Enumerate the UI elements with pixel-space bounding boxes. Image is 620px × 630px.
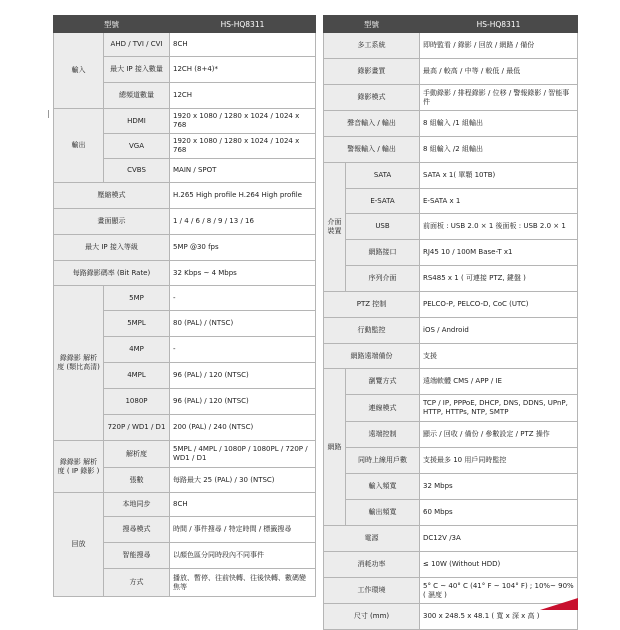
row-value: 遠端軟體 CMS / APP / IE (420, 369, 578, 395)
row-value: 5MPL / 4MPL / 1080P / 1080PL / 720P / WD1 / D1 (170, 441, 316, 468)
header-model-value: HS-HQ8311 (170, 16, 316, 33)
row-value: 顯示 / 回收 / 備份 / 參數設定 / PTZ 操作 (420, 422, 578, 448)
row-value: 播放、暫停、往前快轉、往後快轉、數碼變焦等 (170, 569, 316, 597)
row-value: 8CH (170, 33, 316, 57)
group-ip-record: 錄錄影 解析度 ( IP 錄影 ) (54, 441, 104, 493)
row-label: 本地同步 (104, 493, 170, 517)
row-label: 每路錄影碼率 (Bit Rate) (54, 261, 170, 286)
row-value: ≤ 10W (Without HDD) (420, 552, 578, 578)
row-value: 12CH (8+4)* (170, 57, 316, 83)
row-label: 行動監控 (324, 318, 420, 344)
row-value: 300 x 248.5 x 48.1 ( 寬 x 深 x 高 ) (420, 604, 578, 630)
row-value: TCP / IP, PPPoE, DHCP, DNS, DDNS, UPnP, HTTP, HTTPs, NTP, SMTP (420, 395, 578, 422)
row-value: 96 (PAL) / 120 (NTSC) (170, 363, 316, 389)
row-label: 畫面顯示 (54, 209, 170, 235)
row-label: CVBS (104, 159, 170, 183)
header-model-label: 型號 (324, 16, 420, 33)
row-value: 支援最多 10 用戶同時監控 (420, 448, 578, 474)
group-output: 輸出 (54, 109, 104, 183)
corner-accent (540, 598, 578, 610)
row-label: 最大 IP 接入等級 (54, 235, 170, 261)
row-label: E-SATA (346, 189, 420, 214)
group-network: 網路 (324, 369, 346, 526)
row-label: 總頻道數量 (104, 83, 170, 109)
row-label: 5MP (104, 286, 170, 311)
row-label: 1080P (104, 389, 170, 415)
row-label: 智能搜尋 (104, 543, 170, 569)
row-label: 壓縮模式 (54, 183, 170, 209)
row-value: 前面板 : USB 2.0 × 1 後面板 : USB 2.0 × 1 (420, 214, 578, 240)
row-value: 80 (PAL) / (NTSC) (170, 311, 316, 337)
row-label: 聲音輸入 / 輸出 (324, 111, 420, 137)
row-label: 電源 (324, 526, 420, 552)
row-label: 4MPL (104, 363, 170, 389)
row-value: 32 Mbps (420, 474, 578, 500)
group-playback: 回放 (54, 493, 104, 597)
row-label: 網路接口 (346, 240, 420, 266)
row-value: 12CH (170, 83, 316, 109)
row-label: 輸入頻寬 (346, 474, 420, 500)
row-label: 張數 (104, 468, 170, 493)
row-value: - (170, 286, 316, 311)
row-label: 警報輸入 / 輸出 (324, 137, 420, 163)
row-label: USB (346, 214, 420, 240)
header-model-label: 型號 (54, 16, 170, 33)
row-value: 32 Kbps ~ 4 Mbps (170, 261, 316, 286)
row-value: 以顏色區分同時段內不同事件 (170, 543, 316, 569)
row-value: iOS / Android (420, 318, 578, 344)
edge-mark (48, 110, 49, 118)
row-label: 搜尋模式 (104, 517, 170, 543)
row-label: 同時上線用戶數 (346, 448, 420, 474)
row-value: RJ45 10 / 100M Base-T x1 (420, 240, 578, 266)
row-value: 手動錄影 / 排程錄影 / 位移 / 警報錄影 / 智能事件 (420, 85, 578, 111)
row-value: H.265 High profile H.264 High profile (170, 183, 316, 209)
row-value: 8 組輸入 /2 組輸出 (420, 137, 578, 163)
row-value: DC12V /3A (420, 526, 578, 552)
row-label: 錄影畫質 (324, 59, 420, 85)
row-label: 多工系統 (324, 33, 420, 59)
row-label: SATA (346, 163, 420, 189)
row-label: 720P / WD1 / D1 (104, 415, 170, 441)
row-label: 遠端控制 (346, 422, 420, 448)
row-value: 1920 x 1080 / 1280 x 1024 / 1024 x 768 (170, 134, 316, 159)
spec-table-right (323, 15, 578, 630)
group-record-resolution: 錄錄影 解析度 (類比高清) (54, 286, 104, 441)
row-label: 5MPL (104, 311, 170, 337)
row-value: MAIN / SPOT (170, 159, 316, 183)
row-value: 支援 (420, 344, 578, 369)
row-value: 每路最大 25 (PAL) / 30 (NTSC) (170, 468, 316, 493)
row-value: 60 Mbps (420, 500, 578, 526)
row-label: VGA (104, 134, 170, 159)
row-value: 時間 / 事件搜尋 / 特定時間 / 標籤搜尋 (170, 517, 316, 543)
row-label: 錄影模式 (324, 85, 420, 111)
row-value: 5MP @30 fps (170, 235, 316, 261)
row-value: 96 (PAL) / 120 (NTSC) (170, 389, 316, 415)
row-value: 1 / 4 / 6 / 8 / 9 / 13 / 16 (170, 209, 316, 235)
row-label: 解析度 (104, 441, 170, 468)
row-label: 最大 IP 接入數量 (104, 57, 170, 83)
spec-table-left (53, 15, 316, 597)
row-label: 消耗功率 (324, 552, 420, 578)
row-label: AHD / TVI / CVI (104, 33, 170, 57)
row-label: 序列介面 (346, 266, 420, 292)
row-value: PELCO-P, PELCO-D, CoC (UTC) (420, 292, 578, 318)
group-input: 輸入 (54, 33, 104, 109)
row-value: 8CH (170, 493, 316, 517)
row-label: PTZ 控制 (324, 292, 420, 318)
row-value: 8 組輸入 /1 組輸出 (420, 111, 578, 137)
row-label: 方式 (104, 569, 170, 597)
row-value: 200 (PAL) / 240 (NTSC) (170, 415, 316, 441)
row-value: 即時監看 / 錄影 / 回放 / 網路 / 備份 (420, 33, 578, 59)
row-value: SATA x 1( 單顆 10TB) (420, 163, 578, 189)
row-value: 1920 x 1080 / 1280 x 1024 / 1024 x 768 (170, 109, 316, 134)
row-value: E-SATA x 1 (420, 189, 578, 214)
row-value: 最高 / 較高 / 中等 / 較低 / 最低 (420, 59, 578, 85)
row-label: 瀏覽方式 (346, 369, 420, 395)
row-label: 連線模式 (346, 395, 420, 422)
group-interface: 介面 裝置 (324, 163, 346, 292)
row-label: 工作環境 (324, 578, 420, 604)
row-label: 4MP (104, 337, 170, 363)
row-label: HDMI (104, 109, 170, 134)
row-label: 網路遠端備份 (324, 344, 420, 369)
row-label: 尺寸 (mm) (324, 604, 420, 630)
row-value: RS485 x 1 ( 可連接 PTZ, 鍵盤 ) (420, 266, 578, 292)
header-model-value: HS-HQ8311 (420, 16, 578, 33)
row-value: 5° C ~ 40° C (41° F ~ 104° F) ; 10%~ 90%( 濕度 ) (420, 578, 578, 604)
row-label: 輸出頻寬 (346, 500, 420, 526)
row-value: - (170, 337, 316, 363)
